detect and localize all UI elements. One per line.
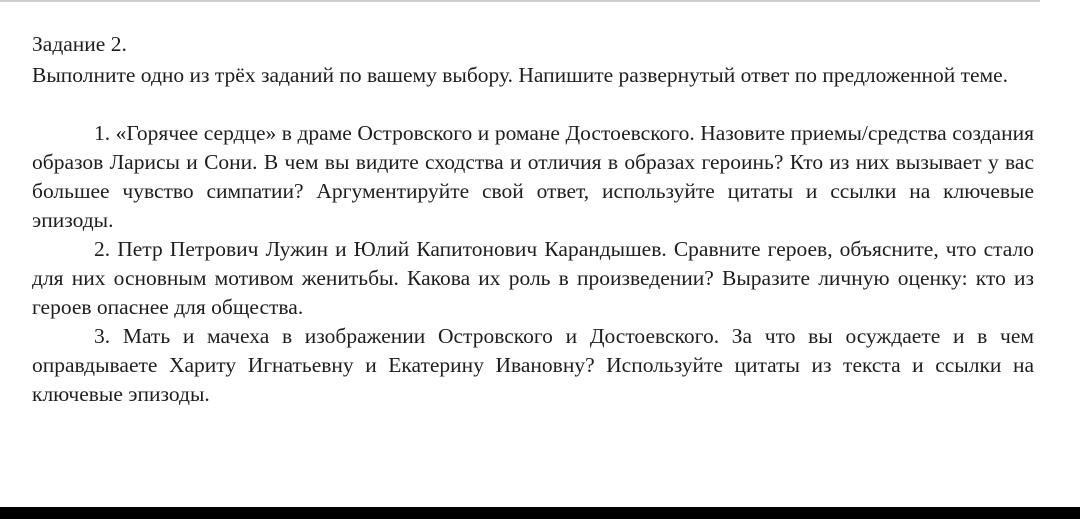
bottom-black-bar	[0, 507, 1080, 519]
assignment-title: Задание 2.	[32, 32, 127, 56]
assignment-instructions: Выполните одно из трёх заданий по вашему выбору. Напишите развернутый ответ по предложенной теме.	[32, 63, 1009, 87]
task-item-3: 3. Мать и мачеха в изображении Островского и Достоевского. За что вы осуждаете и в чем оправдываете Хариту Игнатьевну и Екатерину Ивановну? Используйте цитаты из текста и ссылки на ключевые эпизоды.	[32, 324, 1034, 406]
document-page	[32, 30, 1034, 409]
task-list	[32, 119, 1034, 409]
task-item-2: 2. Петр Петрович Лужин и Юлий Капитонович Карандышев. Сравните героев, объясните, что стало для них основным мотивом женитьбы. Какова их роль в произведении? Выразите личную оценку: кто из героев опаснее для общества.	[32, 237, 1034, 319]
top-divider	[0, 0, 1040, 2]
task-item-1: 1. «Горячее сердце» в драме Островского и романе Достоевского. Назовите приемы/средства создания образов Ларисы и Сони. В чем вы видите сходства и отличия в образах героинь? Кто из них вызывает у вас большее чувство симпатии? Аргументируйте свой ответ, используйте цитаты и ссылки на ключевые эпизоды.	[32, 121, 1034, 232]
